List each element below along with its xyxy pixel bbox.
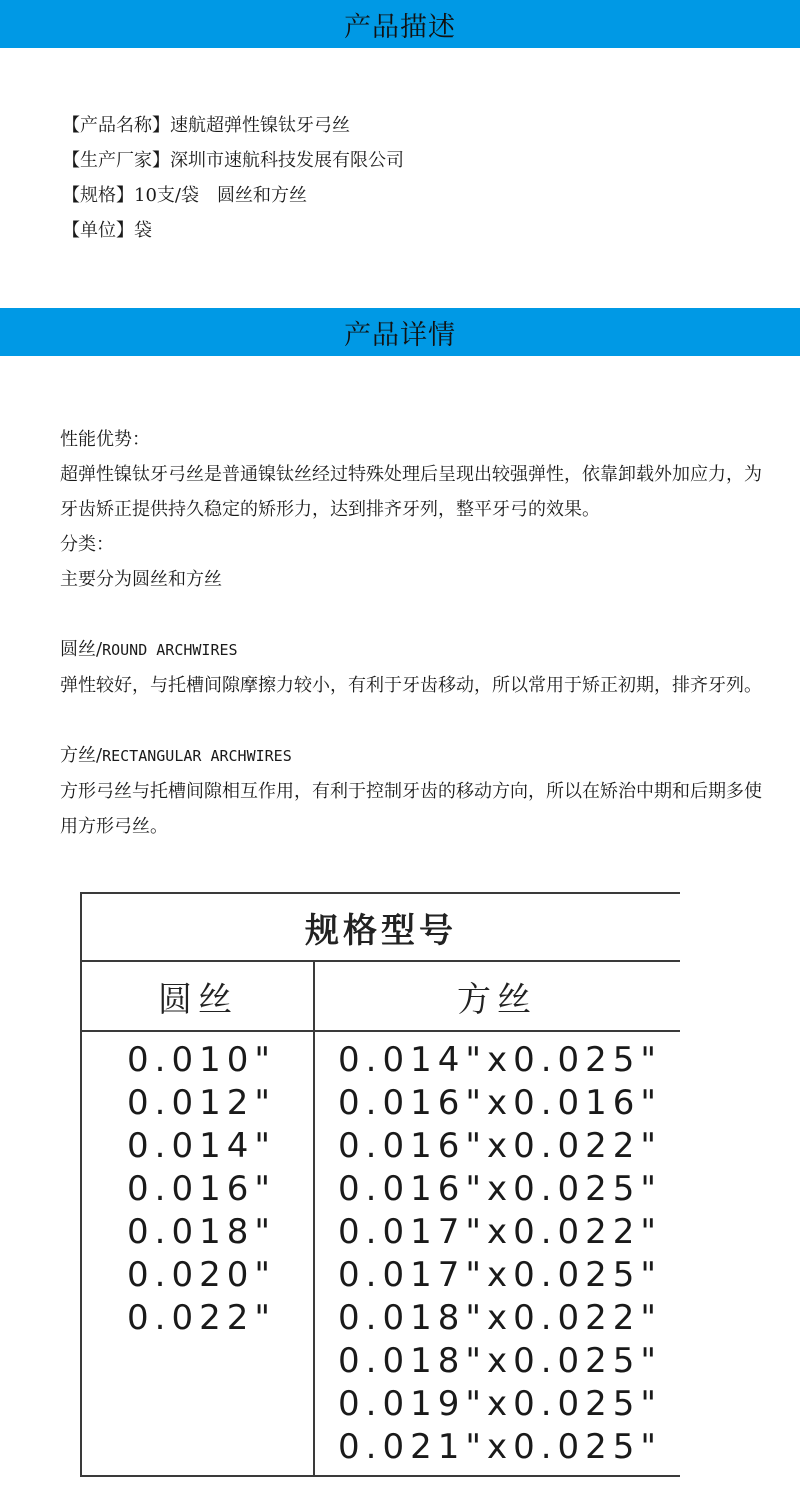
rect-wire-heading-cn: 方丝/ bbox=[60, 745, 103, 766]
round-wire-size: 0.020" bbox=[127, 1255, 276, 1295]
section-title-description: 产品描述 bbox=[344, 11, 456, 43]
product-detail-text bbox=[60, 422, 762, 844]
rect-wire-size: 0.017"x0.022" bbox=[338, 1212, 663, 1252]
round-wire-size: 0.018" bbox=[127, 1212, 276, 1252]
rect-wire-text: 方形弓丝与托槽间隙相互作用，有利于控制牙齿的移动方向，所以在矫治中期和后期多使用方形弓丝。 bbox=[60, 781, 762, 837]
round-wire-size: 0.014" bbox=[127, 1126, 276, 1166]
spec-key: 【单位】 bbox=[62, 220, 134, 241]
rect-wire-heading bbox=[60, 738, 762, 774]
rect-wire-size: 0.017"x0.025" bbox=[338, 1255, 663, 1295]
rect-wire-size: 0.016"x0.016" bbox=[338, 1083, 663, 1123]
rect-wire-size: 0.016"x0.025" bbox=[338, 1169, 663, 1209]
spec-key: 【产品名称】 bbox=[62, 115, 170, 136]
spec-line-product-name bbox=[62, 108, 742, 143]
rect-wire-size: 0.019"x0.025" bbox=[338, 1384, 663, 1424]
round-wire-size: 0.012" bbox=[127, 1083, 276, 1123]
rect-wire-size: 0.018"x0.025" bbox=[338, 1341, 663, 1381]
round-wire-size: 0.022" bbox=[127, 1298, 276, 1338]
table-header-rect-wire: 方丝 bbox=[314, 962, 680, 1032]
spec-value: 袋 bbox=[134, 220, 152, 241]
table-title: 规格型号 bbox=[82, 894, 680, 962]
category-label: 分类： bbox=[60, 534, 114, 555]
performance-label: 性能优势： bbox=[60, 429, 150, 450]
rect-wire-size: 0.018"x0.022" bbox=[338, 1298, 663, 1338]
round-wire-heading-en: ROUND ARCHWIRES bbox=[102, 641, 238, 659]
rect-wire-size: 0.014"x0.025" bbox=[338, 1040, 663, 1080]
spacer bbox=[60, 703, 762, 738]
category-text: 主要分为圆丝和方丝 bbox=[60, 569, 222, 590]
spec-key: 【生产厂家】 bbox=[62, 150, 170, 171]
round-wire-size-column bbox=[127, 1039, 276, 1340]
section-banner-description bbox=[0, 0, 800, 48]
product-spec-list bbox=[62, 108, 742, 248]
spec-value: 深圳市速航科技发展有限公司 bbox=[170, 150, 404, 171]
round-wire-size: 0.016" bbox=[127, 1169, 276, 1209]
round-wire-size: 0.010" bbox=[127, 1040, 276, 1080]
section-banner-detail bbox=[0, 308, 800, 356]
spec-value: 速航超弹性镍钛牙弓丝 bbox=[170, 115, 350, 136]
section-title-detail: 产品详情 bbox=[344, 319, 456, 351]
spec-line-specification bbox=[62, 178, 742, 213]
table-column-divider bbox=[313, 962, 315, 1475]
spec-key: 【规格】 bbox=[62, 185, 134, 206]
round-wire-heading-cn: 圆丝/ bbox=[60, 639, 103, 660]
round-wire-text: 弹性较好，与托槽间隙摩擦力较小，有利于牙齿移动，所以常用于矫正初期，排齐牙列。 bbox=[60, 675, 762, 696]
rect-wire-size: 0.021"x0.025" bbox=[338, 1427, 663, 1467]
performance-text: 超弹性镍钛牙弓丝是普通镍钛丝经过特殊处理后呈现出较强弹性，依靠卸载外加应力，为牙齿矫正提供持久稳定的矫形力，达到排齐牙列，整平牙弓的效果。 bbox=[60, 464, 762, 520]
rect-wire-heading-en: RECTANGULAR ARCHWIRES bbox=[102, 747, 292, 765]
table-header-round-wire: 圆丝 bbox=[82, 962, 314, 1032]
spacer bbox=[60, 597, 762, 632]
round-wire-heading bbox=[60, 632, 762, 668]
spec-line-unit bbox=[62, 213, 742, 248]
rect-wire-size-column bbox=[338, 1039, 662, 1469]
spec-model-table bbox=[80, 892, 680, 1477]
rect-wire-size: 0.016"x0.022" bbox=[338, 1126, 663, 1166]
spec-value: 10支/袋 圆丝和方丝 bbox=[134, 185, 307, 206]
spec-line-manufacturer bbox=[62, 143, 742, 178]
